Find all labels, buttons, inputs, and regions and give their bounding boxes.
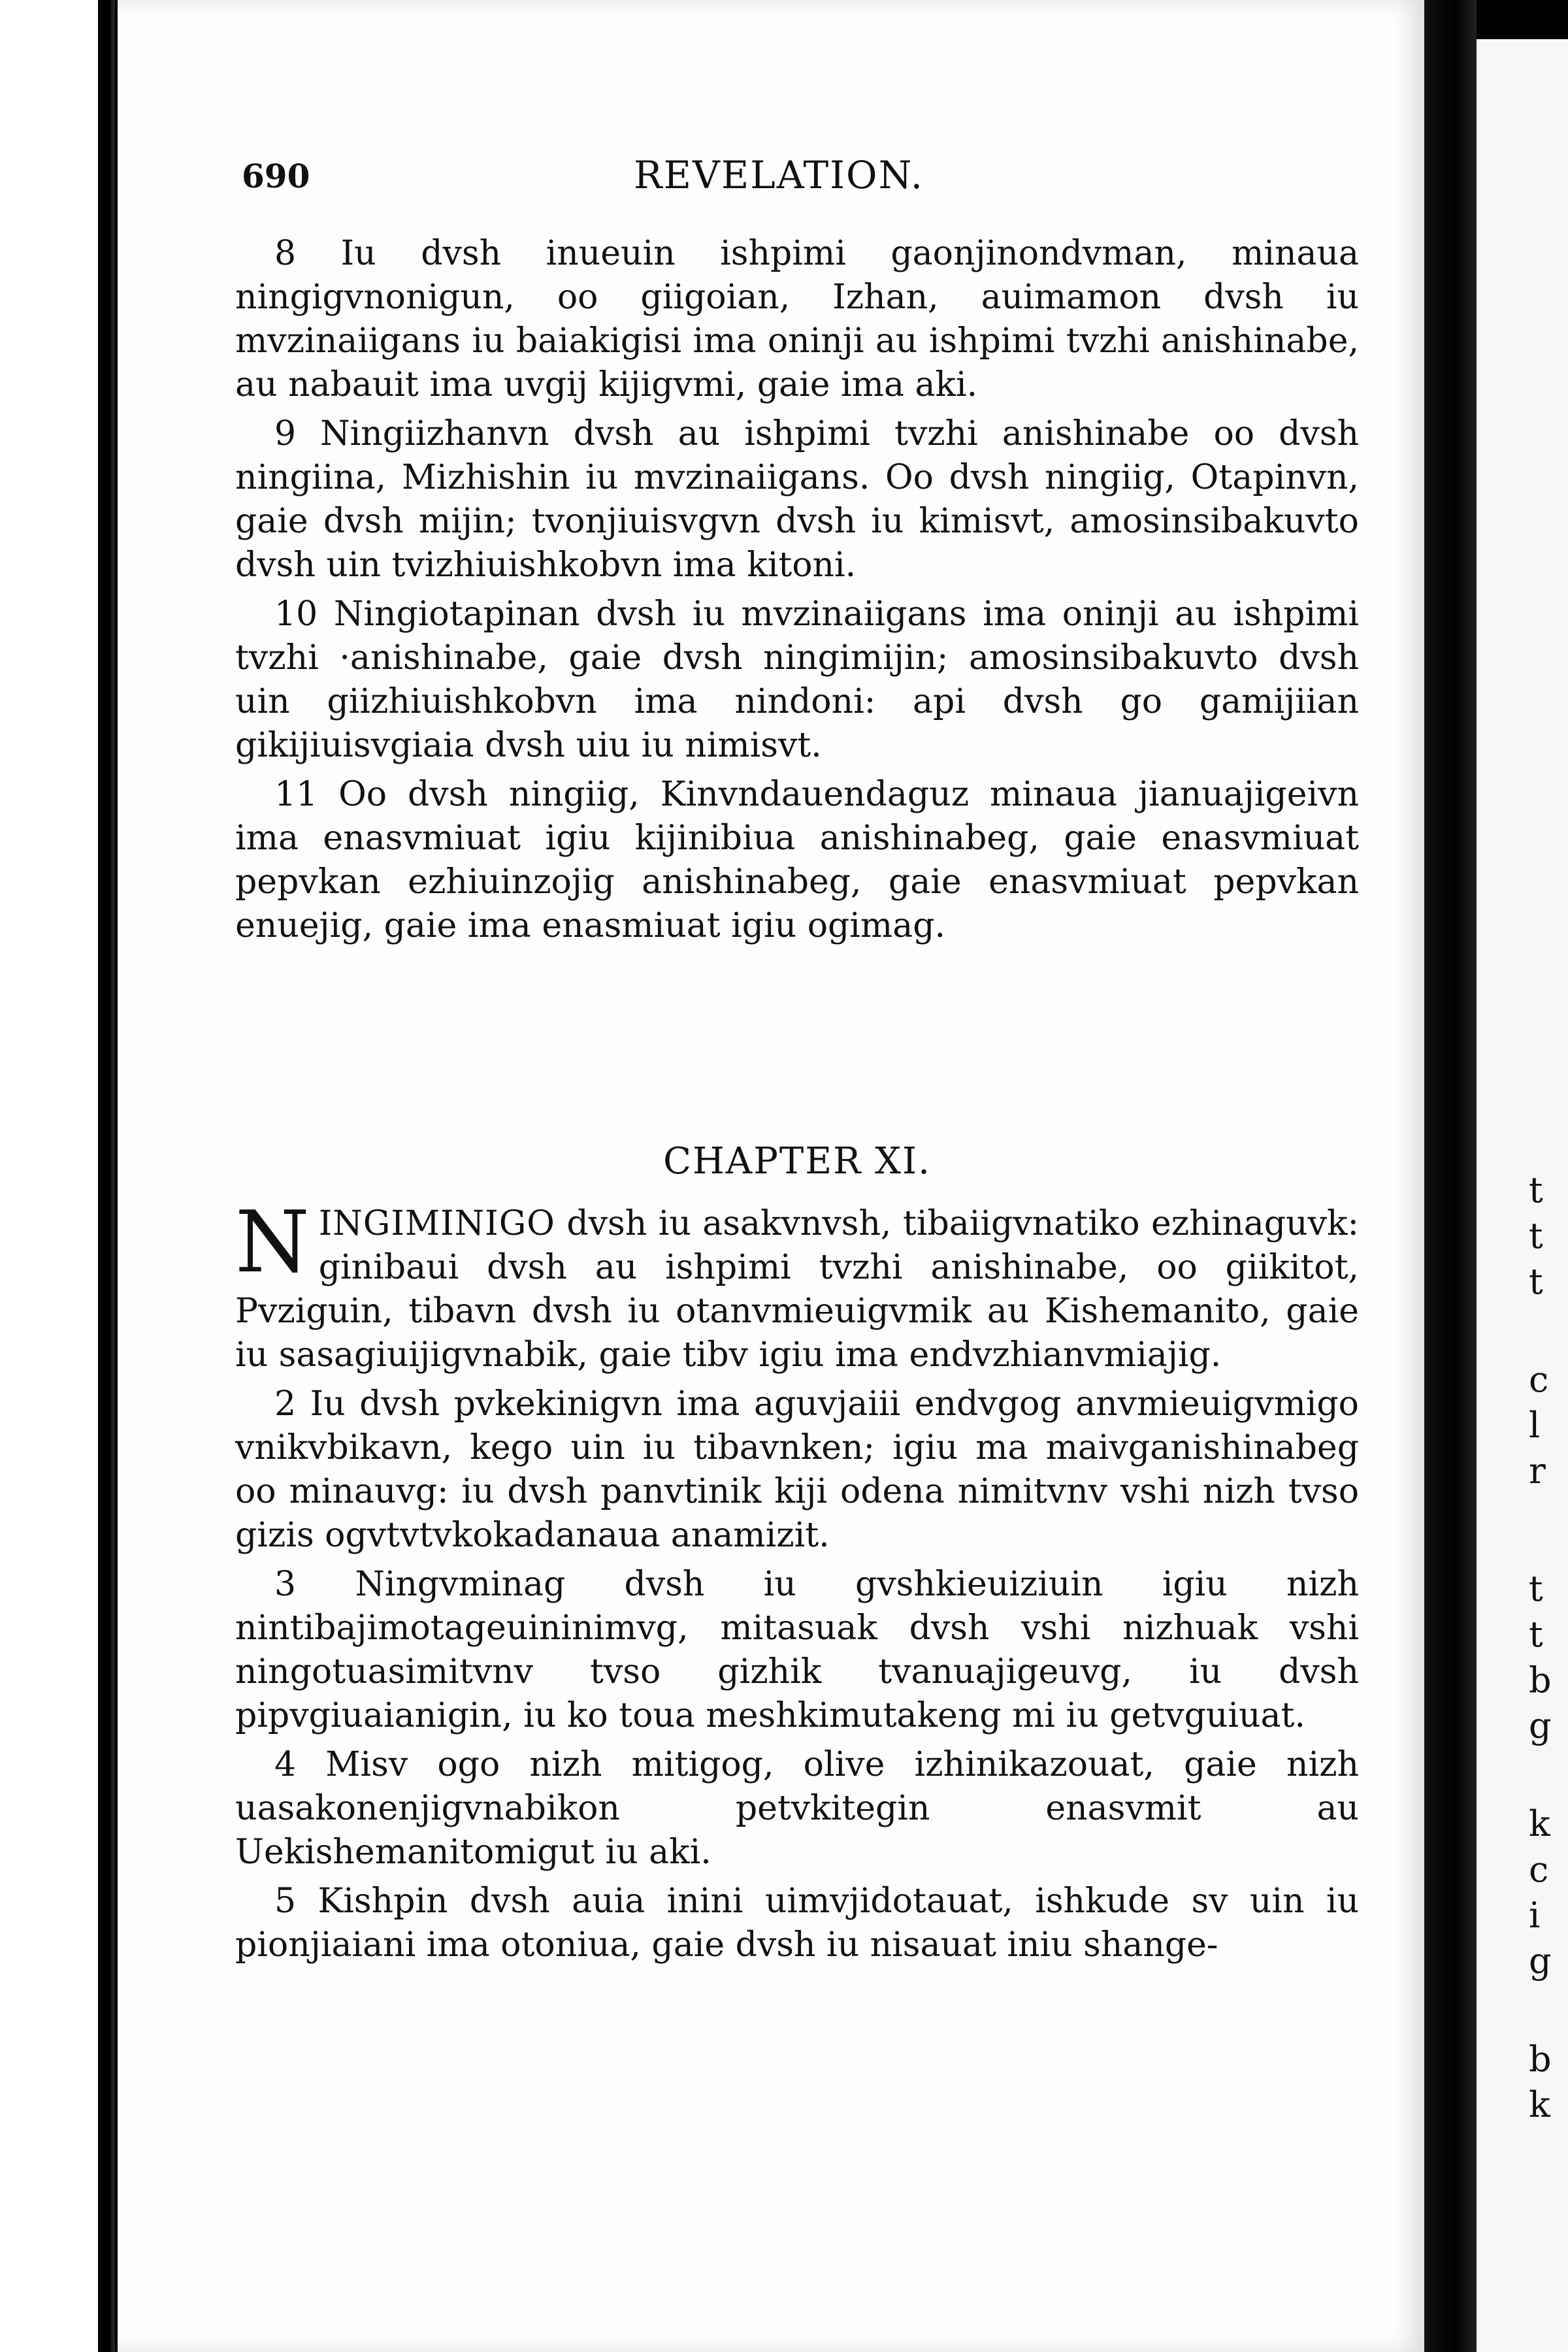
verse: 8 Iu dvsh inueuin ishpimi gaonjinondvman, minaua ningigvnonigun, oo giigoian, Izhan, auimamon dvsh iu mvzinaiigans iu baiakigisi ima oninji au ishpimi tvzhi anishinabe, au nabauit ima uvgij kijigvmi, gaie ima aki. — [235, 234, 1359, 404]
verse: 5 Kishpin dvsh auia inini uimvjidotauat, ishkude sv uin iu pionjiaiani ima otoniua, gaie dvsh iu nisauat iniu shange- — [235, 1882, 1359, 1965]
verse-1 — [235, 1192, 1359, 1377]
verse: 11 Oo dvsh ningiig, Kinvndauendaguz minaua jianuajigeivn ima enasvmiuat igiu kijinibiua anishinabeg, gaie enasvmiuat pepvkan ezhiuinzojig anishinabeg, gaie enasvmiuat pepvkan enuejig, gaie ima enasmiuat igiu ogimag. — [235, 775, 1359, 945]
fragment-letter: k — [1529, 1803, 1550, 1844]
fragment-letter: g — [1529, 1940, 1552, 1982]
chapter-10-tail — [235, 232, 1359, 953]
verse: 4 Misv ogo nizh mitigog, olive izhinikazouat, gaie nizh uasakonenjigvnabikon petvkitegin enasvmit au Uekishemanitomigut iu aki. — [235, 1745, 1359, 1872]
fragment-letter: r — [1529, 1450, 1546, 1492]
verse-1-text: dvsh iu asakvnvsh, tibaiigvnatiko ezhinaguvk: ginibaui dvsh au ishpimi tvzhi anishinabe, oo giikitot, Pvziguin, tibavn dvsh iu otanvmieuigvmik au Kishemanito, gaie iu sasagiuijigvnabik, gaie tibv igiu ima endvzhianvmiajig. — [235, 1204, 1359, 1375]
fragment-letter: t — [1529, 1568, 1543, 1609]
fragment-letter: t — [1529, 1261, 1543, 1302]
fragment-letter: b — [1529, 2038, 1552, 2080]
verse: 3 Ningvminag dvsh iu gvshkieuiziuin igiu nizh nintibajimotageuininimvg, mitasuak dvsh vshi nizhuak vshi ningotuasimitvnv tvso gizhik tvanuajigeuvg, iu dvsh pipvgiuaianigin, iu ko toua meshkimutakeng mi iu getvguiuat. — [235, 1565, 1359, 1735]
verse: 2 Iu dvsh pvkekinigvn ima aguvjaiii endvgog anvmieuigvmigo vnikvbikavn, kego uin iu tibavnken; igiu ma maivganishinabeg oo minauvg: iu dvsh panvtinik kiji odena nimitvnv vshi nizh tvso gizis ogvtvtvkokadanaua anamizit. — [235, 1384, 1359, 1555]
left-book-edge — [0, 0, 105, 2352]
running-head: REVELATION. — [634, 153, 924, 197]
chapter-heading: CHAPTER XI. — [663, 1140, 931, 1183]
chapter-11-text — [235, 1192, 1359, 1972]
fragment-letter: c — [1529, 1849, 1549, 1890]
fragment-letter: k — [1529, 2084, 1550, 2125]
verse: 9 Ningiizhanvn dvsh au ishpimi tvzhi anishinabe oo dvsh ningiina, Mizhishin iu mvzinaiigans. Oo dvsh ningiig, Otapinvn, gaie dvsh mijin; tvonjiuisvgvn dvsh iu kimisvt, amosinsibakuvto dvsh uin tvizhiuishkobvn ima kitoni. — [235, 414, 1359, 585]
fragment-letter: c — [1529, 1359, 1549, 1400]
fragment-letter: t — [1529, 1215, 1543, 1256]
fragment-letter: g — [1529, 1705, 1552, 1746]
opening-word: INGIMINIGO — [318, 1204, 555, 1243]
fragment-letter: b — [1529, 1659, 1552, 1701]
book-gutter — [1424, 0, 1477, 2352]
next-page-fragments — [1529, 0, 1568, 2352]
binding-line — [111, 0, 115, 2352]
verse: 10 Ningiotapinan dvsh iu mvzinaiigans ima oninji au ishpimi tvzhi ·anishinabe, gaie dvsh ningimijin; amosinsibakuvto dvsh uin giizhiuishkobvn ima nindoni: api dvsh go gamijiian gikijiuisvgiaia dvsh uiu iu nimisvt. — [235, 595, 1359, 765]
page-header — [242, 144, 1372, 203]
fragment-letter: t — [1529, 1614, 1543, 1655]
fragment-letter: l — [1529, 1405, 1541, 1446]
fragment-letter: t — [1529, 1169, 1543, 1211]
page-number: 690 — [242, 157, 310, 195]
fragment-letter: i — [1529, 1895, 1541, 1936]
drop-cap: N — [235, 1192, 310, 1292]
